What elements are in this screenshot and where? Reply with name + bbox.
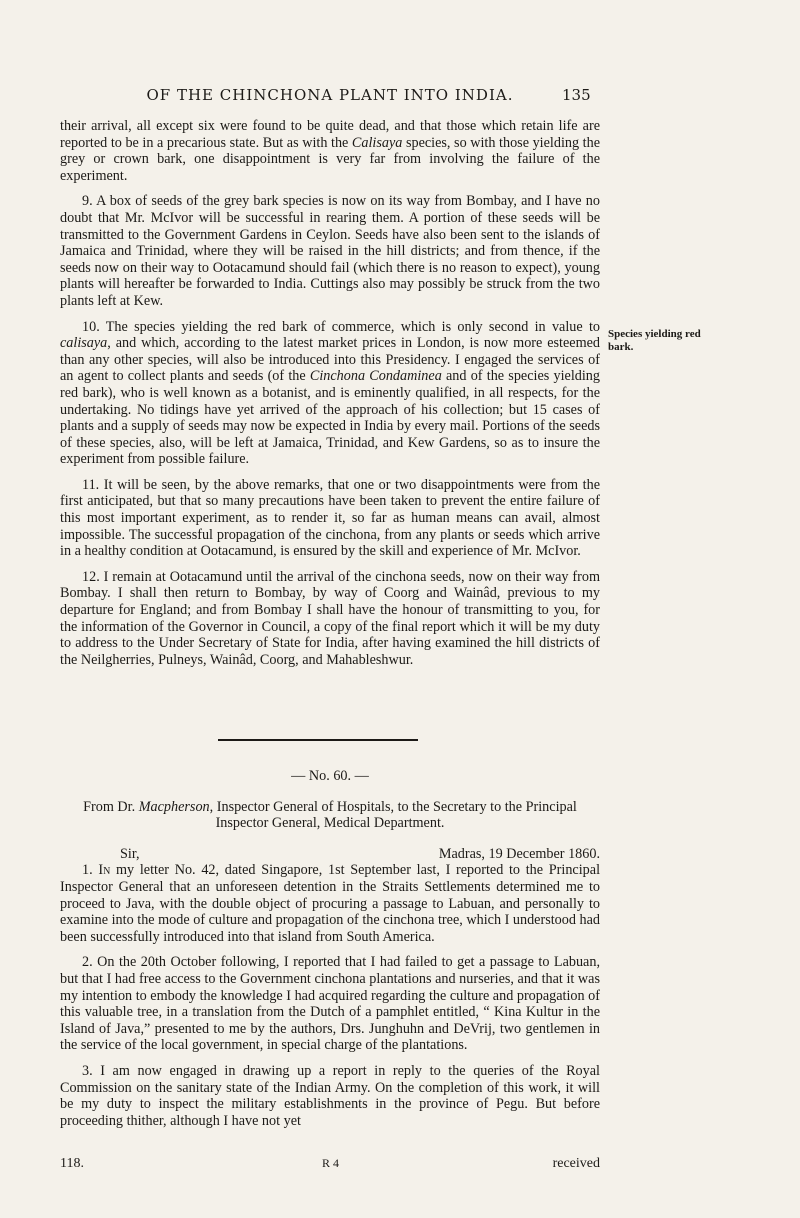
paragraph-12: 12. I remain at Ootacamund until the arrival of the cinchona seeds, now on their way from Bombay. I shall then return to Bombay, by way of Coorg and Wainâd, previous to my departure for England; and from Bombay I shall have the honour of transmitting to you, for the information of the Governor in Council, a copy of the final report which it will be my duty to address to the Under Secretary of State for India, after having examined the hill districts of the Neilgherries, Pulneys, Wainâd, Coorg, and Mahableshwur. [60, 568, 600, 668]
letter-paragraph-2: 2. On the 20th October following, I reported that I had failed to get a passage to Labuan, but that I had free access to the Government cinchona plantations and nurseries, and that it was my intention to embody the knowledge I had acquired regarding the culture and propagation of this valuable tree, in a translation from the Dutch of a pamphlet entitled, “ Kina Kultur in the Island of Java,” presented to me by the authors, Drs. Junghuhn and DeVrij, two gentlemen in the service of the local government, in special charge of the plantations. [60, 954, 600, 1054]
margin-note: Species yielding red bark. [608, 328, 701, 353]
page-number: 135 [562, 86, 591, 104]
paragraph-11: 11. It will be seen, by the above remarks, that one or two disappointments were from the first anticipated, but that so many precautions have been taken to prevent the entire failure of this most important experiment, as to render it, so far as human means can avail, almost impossible. The successful propagation of the cinchona, from any plants or seeds which arrive in a healthy condition at Ootacamund, is ensured by the skill and experience of Mr. McIvor. [60, 476, 600, 560]
upper-text-block [60, 118, 600, 668]
section-rule [218, 739, 418, 741]
paragraph-continued: their arrival, all except six were found to be quite dead, and that those which retain life are reported to be in a precarious state. But as with the Calisaya species, so with those yielding the grey or crown bark, one disappointment is very far from involving the failure of the experiment. [60, 118, 600, 184]
letter-number: — No. 60. — [291, 768, 369, 784]
place-date: Madras, 19 December 1860. [438, 845, 600, 862]
salutation-line [60, 846, 600, 863]
footer-signature-mark: R 4 [322, 1156, 340, 1170]
letter-heading: From Dr. Macpherson, Inspector General of Hospitals, to the Secretary to the Principal Inspector General, Medical Department. [83, 798, 577, 832]
letter-block [60, 768, 600, 1129]
paragraph-9: 9. A box of seeds of the grey bark species is now on its way from Bombay, and I have no doubt that Mr. McIvor will be successful in rearing them. A portion of these seeds will be transmitted to the Government Gardens in Ceylon. Seeds have also been sent to the islands of Jamaica and Trinidad, where they will be raised in the hill districts; and from thence, if the seeds now on their way to Ootacamund should fail (which there is no reason to expect), young plants will hereafter be forwarded to India. Cuttings also may possibly be struck from the two plants left at Kew. [60, 193, 600, 309]
running-header: OF THE CHINCHONA PLANT INTO INDIA. [146, 86, 514, 104]
footer-catchword: received [552, 1156, 600, 1171]
paragraph-10: 10. The species yielding the red bark of commerce, which is only second in value to calisaya, and which, according to the latest market prices in London, is now more esteemed than any other species, will also be introduced into this Presidency. I engaged the services of an agent to collect plants and seeds (of the Cinchona Condaminea and of the species yielding red bark), who is well known as a botanist, and is eminently qualified, in all respects, for the undertaking. No tidings have yet arrived of the approach of his collection; but 15 cases of plants and a supply of seeds may now be expected in India by every mail. Portions of the seeds of these species, also, will be left at Jamaica, Trinidad, and Kew Gardens, so as to insure the experiment from possible failure. [60, 318, 600, 468]
letter-paragraph-3: 3. I am now engaged in drawing up a report in reply to the queries of the Royal Commission on the sanitary state of the Indian Army. On the completion of this work, it will be my duty to inspect the military establishments in the province of Pegu. But before proceeding thither, although I have not yet [60, 1062, 600, 1129]
footer-sheet-number: 118. [60, 1156, 84, 1171]
salutation: Sir, [120, 845, 140, 862]
letter-paragraph-1: 1. In my letter No. 42, dated Singapore, 1st September last, I reported to the Principal Inspector General that an unforeseen detention in the Straits Settlements determined me to proceed to Java, with the double object of procuring a passage to Labuan, and personally to examine into the mode of culture and propagation of the cinchona tree, which I understood had been successfully introduced into that island from South America. [60, 862, 601, 945]
